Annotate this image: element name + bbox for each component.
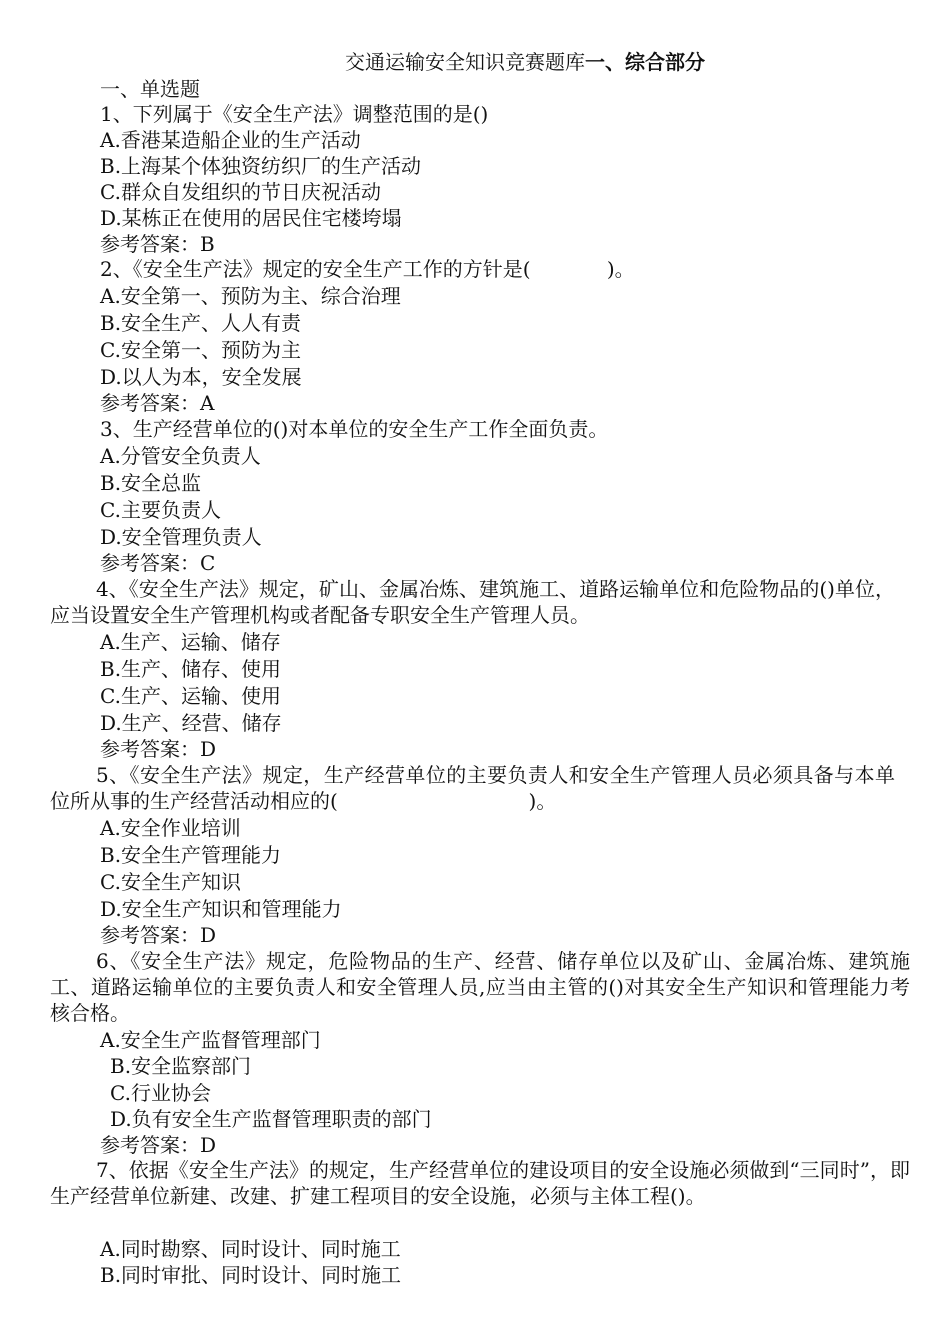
question-option: D.负有安全生产监督管理职责的部门 <box>110 1107 432 1131</box>
question-stem: 3、生产经营单位的()对本单位的安全生产工作全面负责。 <box>100 417 609 441</box>
question-option: D.生产、经营、储存 <box>100 711 282 735</box>
question-option: B.安全生产管理能力 <box>100 843 282 867</box>
question-answer: 参考答案：A <box>100 391 215 415</box>
question-option: C.安全第一、预防为主 <box>100 338 301 362</box>
document-title <box>345 49 705 75</box>
question-stem: 5、《安全生产法》规定，生产经营单位的主要负责人和安全生产管理人员必须具备与本单位所从事的生产经营活动相应的( )。 <box>50 763 895 813</box>
question-stem: 7、依据《安全生产法》的规定，生产经营单位的建设项目的安全设施必须做到“三同时”，即生产经营单位新建、改建、扩建工程项目的安全设施，必须与主体工程()。 <box>50 1158 910 1208</box>
question-option: A.安全生产监督管理部门 <box>100 1028 321 1052</box>
question-answer: 参考答案：B <box>100 232 215 256</box>
question-stem: 4、《安全生产法》规定，矿山、金属冶炼、建筑施工、道路运输单位和危险物品的()单位，应当设置安全生产管理机构或者配备专职安全生产管理人员。 <box>50 577 895 627</box>
question-answer: 参考答案：D <box>100 1133 217 1157</box>
question-option: D.安全管理负责人 <box>100 525 262 549</box>
question-answer: 参考答案：D <box>100 923 217 947</box>
question-option: B.同时审批、同时设计、同时施工 <box>100 1263 402 1287</box>
question-stem: 2、《安全生产法》规定的安全生产工作的方针是( )。 <box>100 257 635 281</box>
section-heading: 一、单选题 <box>100 77 200 101</box>
question-option: B.上海某个体独资纺织厂的生产活动 <box>100 154 422 178</box>
question-option: C.生产、运输、使用 <box>100 684 281 708</box>
question-option: D.安全生产知识和管理能力 <box>100 897 342 921</box>
question-option: B.安全监察部门 <box>110 1054 252 1078</box>
question-stem: 6、《安全生产法》规定，危险物品的生产、经营、储存单位以及矿山、金属冶炼、建筑施工、道路运输单位的主要负责人和安全管理人员,应当由主管的()对其安全生产知识和管理能力考核合格。 <box>50 949 910 1025</box>
question-option: A.香港某造船企业的生产活动 <box>100 128 361 152</box>
title-section: 一、综合部分 <box>585 50 705 74</box>
question-option: A.安全第一、预防为主、综合治理 <box>100 284 401 308</box>
question-option: C.安全生产知识 <box>100 870 241 894</box>
question-option: B.安全生产、人人有责 <box>100 311 302 335</box>
question-stem: 1、下列属于《安全生产法》调整范围的是() <box>100 102 489 126</box>
question-option: A.分管安全负责人 <box>100 444 261 468</box>
question-option: B.生产、储存、使用 <box>100 657 282 681</box>
question-option: C.主要负责人 <box>100 498 221 522</box>
question-option: D.某栋正在使用的居民住宅楼垮塌 <box>100 206 402 230</box>
question-option: A.同时勘察、同时设计、同时施工 <box>100 1237 401 1261</box>
question-option: A.生产、运输、储存 <box>100 630 281 654</box>
question-answer: 参考答案：D <box>100 737 217 761</box>
question-option: B.安全总监 <box>100 471 202 495</box>
question-option: C.行业协会 <box>110 1081 211 1105</box>
title-main: 交通运输安全知识竞赛题库 <box>345 50 585 74</box>
question-option: D.以人为本，安全发展 <box>100 365 302 389</box>
question-option: C.群众自发组织的节日庆祝活动 <box>100 180 381 204</box>
question-option: A.安全作业培训 <box>100 816 241 840</box>
question-answer: 参考答案：C <box>100 551 216 575</box>
